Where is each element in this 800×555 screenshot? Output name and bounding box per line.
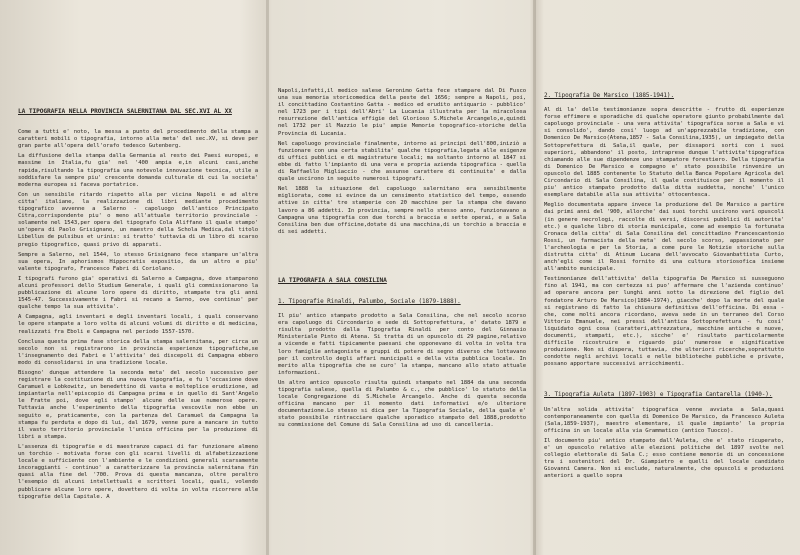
paragraph: Il piu' antico stampato prodotto a Sala Consilina, che nel secolo scorso era capoluogo di Circondario e sede di Sottoprefettura, e' datato 1879 e risulta prodotto dalla Tipografia Rinaldi per conto del Ginnasio Ministeriale Pinto di Atena. Si tratta di un opuscolo di 29 pagine,relativo a vicende e fatti tipicamente paesani che opponevano di volta in volta tra loro famiglie antagoniste e gruppi di potere di segno diverso che lottavano per il controllo degli affari municipali e della vita pubblica locale. In merito alla tipografia che se curo' la stampa, mancano allo stato attuale informazioni.	[278, 313, 526, 376]
paragraph: Nel 1888 la situazione del capoluogo salernitano era sensibilmente migliorata, come si evince da un censimento statistico del tempo, essendo attive in citta' tre stamperie con 20 macchine per la stampa che davano lavoro a 86 addetti. In provincia, sempre nello stesso anno, funzionavano a Campagna una tipografia con due torchi a braccia e sette operai, e a Sala Consilina ben due officine,dotate di una macchina,di un torchio a braccia e di sei addetti.	[278, 186, 526, 235]
subsection-heading: 1. Tipografie Rinaldi, Palumbo, Sociale (1879-1888).	[278, 297, 461, 305]
paragraph: Testimonianze dell'attivita' della tipografia De Marsico si susseguono fino al 1941, ma con certezza si puo' affermare che l'azienda continuo' ad operare ancora per lunghi anni sotto la direzione del figlio del fondatore Arturo De Marsico(1884-1974), giacche' dopo la morte del quale si registrano di fatto la chiusura definitiva dell'officina. Di essa - che, come molti ancora ricordano, aveva sede in un terraneo del Corso Vittorio Emanuele, nei pressi dell'antica Sottoprefettura - fu cosi' liquidato ogni cosa (caratteri,attrezzatura, macchine antiche e nuove, documenti, stampati, etc.), sicche' e' risultato particolarmente difficile ricostruire e riguardo piu' numerose e significative produzione. Non si dispera, tuttavia, che ulteriori ricerche,soprattutto condotte negli archivi locali e nelle biblioteche pubbliche e private, possano apportare successivi arricchimenti.	[544, 276, 784, 368]
paragraph: Al di la' delle testimonianze sopra descritte - frutto di esperienze forse effimere e sporadiche di qualche operatore giunto probabilmente dal capoluogo provinciale - una vera attivita' tipografica sorse a Sala e vi si consolido', dando cosi' luogo ad un'apprezzabile tradizione, con Domenico De Marsico(Atena,1857 - Sala Consilina,1935), un impiegato della Sottoprefettura di Sala,il quale, per dissapori sorti con i suoi superiori, abbandono' il posto, intraprese dunque l'attivita'tipografica chiamando alle sue dipendenze uno stampatore forestiero. Della tipografia di Domenico De Marsico e compagno e' stato possibile rinvenire un opuscolo del 1885 contenente lo Statuto della Banca Popolare Agricola del Circondario di Sala Consilina, il quale costituisce per il momento il piu' antico stampato prodotto dalla ditta suddetta, nonche' l'unico esemplare databile alla sua attivita' ottocentesca.	[544, 107, 784, 199]
paragraph: Con un sensibile ritardo rispetto alla per vicina Napoli e ad altre citta' italiane, la realizzazione di libri mediante procedimento tipografico avvenne a Salerno - capoluogo dell'antico Principato Citra,corrispondente piu' o meno all'attuale territorio provinciale - solamente nel 1543,per opera del tipografo Cola Aliffano il quale stampo' un'opera di Paolo Grisignano, un maestro della Schola Medica,dal titolo Libellus de pulsibus et urinis: si tratto' tuttavia di un libro di scarso pregio tipografico, quasi privo di apparati.	[18, 191, 258, 248]
paragraph: Nel capoluogo provinciale finalmente, intorno ai principi dell'800,iniziò a funzionare con una certa stabilita' qualche tipografia,legata alle esigenze di uffici pubblici e di magistrature locali; ma soltanto intorno al 1847 si ebbe di fatto l'impianto di una vera e propria azienda tipografica - quella di Raffaello Migliaccio - che assunse carattere di continuita' e dalla quale uscirono in seguito numerosi tipografi.	[278, 140, 526, 183]
page-fold-right	[533, 0, 536, 555]
section-heading: LA TIPOGRAFIA A SALA CONSILINA	[278, 276, 387, 284]
page-fold-left	[266, 0, 269, 555]
paragraph: Il documento piu' antico stampato dall'Auleta, che e' stato ricuperato, e' un opuscolo relativo alle elezioni politiche del 1897 svolte nel collegio elettorale di Sala C.; esso contiene memorie di un concessione tra i sostenitori del Dr. Giampietro e quelli del locale candidato Giovanni Camera. Non si esclude, naturalmente, che opuscoli e produzioni anteriori a quello sopra	[544, 437, 784, 480]
subsection-heading: 3. Tipografia Auleta (1897-1903) e Tipografia Cantarella (1940-).	[544, 391, 773, 399]
right-column	[544, 82, 784, 484]
paragraph: Bisogno' dunque attendere la seconda meta' del secolo successivo per registrare la costituzione di una nuova tipografia, e fu l'occasione dove Caramuel e Lobkowitz, un benedettino di vasta e molteplice erudizione, ad impiantarla nell'episcopio di Campagna prima e in quello di Sant'Angelo le Fratte poi, dove egli stampo' alcune delle sue numerose opere. Tuttavia anche l'esperimento della tipografia vescovile non ebbe un seguito e, praticamente, con la partenza del Caramuel da Campagna la stampa fu perduta e dopo di lui, dal 1679, venne pure a mancare in tutto il vasto territorio provinciale l'unica officina per la produzione di libri a stampa.	[18, 370, 258, 440]
paragraph: Come a tutti e' noto, la messa a punto del procedimento della stampa a caratteri mobili o tipografia, intorno alla meta' del sec.XV, si deve per gran parte all'opera dell'orafo tedesco Gutenberg.	[18, 129, 258, 150]
paragraph: I tipografi furono gia' operativi di Salerno a Campagna, dove stamparono alcuni professori dello Studium Generale, i quali gli commissionarono la pubblicazione di alcune loro opere di diritto, stampate tra gli anni 1545-47. Successivamente i Fabri si recano a Sarno, ove continuo' per qualche tempo la sua attivita'.	[18, 275, 258, 311]
paragraph: Napoli,infatti,il medico salese Geronimo Gatta fece stampare dal Di Fusco una sua memoria storicomedica della peste del 1656; sempre a Napoli, poi, il concittadino Costantino Gatta - medico ed erudito antiquario - pubblico' nel 1723 per i tipi dell'Abri' La Lucania illustrata per la miracolosa resurrezione dell'antica effigie del Glorioso S.Michele Arcangelo,e,quindi nel 1732 per il Mazzio le piu' ampie Memorie topografico-storiche della Provincia di Lucania.	[278, 88, 526, 137]
middle-column	[278, 88, 526, 433]
left-column	[18, 108, 258, 504]
paragraph: Meglio documentata appare invece la produzione del De Marsico a partire dai primi anni del '900, allorche' dai suoi torchi uscirono vari opuscoli (in genere necrologi, raccolte di versi, discorsi pubblici di autorita' etc.) e qualche libro di storia municipale, come ad esempio la fortunata Cronaca della citta' di Sala Consilina del concittadino Francescantonio Rossi, un farmacista della meta' del secolo scorso, appassionato per l'archeologia e per la Storia, a come pure le Notizie storiche sulla distrutta citta' di Atinum Lucana dell'avvocato Giovanbattista Curto, anch'egli come il Rossi fornito di una cultura storiosofica insieme all'ambito municipale.	[544, 202, 784, 273]
paragraph: Sempre a Salerno, nel 1544, lo stesso Grisignano fece stampare un'altra sua opera, In aphorismos Hippocratis expositio, da un altro e piu' valente tipografo, Francesco Fabri di Coriolano.	[18, 251, 258, 272]
paragraph: Un altro antico opuscolo risulta quindi stampato nel 1884 da una seconda tipografia salese, quella di Palumbo & c., che pubblico' lo statuto della locale Congregazione di S.Michele Arcangelo. Anche di questa seconda officina mancano per il momento dati informativi e/o ulteriore documentazione.Lo stesso si dica per la Tipografia Sociale, della quale e' stato possibile rintracciare qualche sporadico stampato del 1888,prodotto su commissione del Comune di Sala Consilina ad uso di cancelleria.	[278, 379, 526, 429]
paragraph: Un'altra solida attivita' tipografica venne avviata a Sala,quasi contemporaneamente con quella di Domenico De Marsico, da Francesco Auleta (Sala,1859-1937), maestro elementare, il quale impianto' la propria officina in un locale alla via Grammatico (antico Tuocco).	[544, 406, 784, 434]
paragraph: Conclusa questa prima fase storica della stampa salernitana, per circa un secolo non si registrarono in provincia esperienze tipografiche,se l'insegnamento dei Fabri e l'attivita' dei discepoli di Campagna ebbero modo di consolidarsi in una tradizione locale.	[18, 338, 258, 366]
paragraph: L'assenza di tipografie e di maestranze capaci di far funzionare almeno un torchio - motivata forse con gli scarsi livelli di alfabetizzazione locale e sufficiente con l'ambiente e le condizioni generali scarsamente incoraggianti - continuo' a caratterizzare la provincia salernitana fin quasi alla fine del '700. Prova di questa mancanza, oltre peraltro l'esempio di alcuni intellettuali e scrittori locali, quali, volendo pubblicare alcune loro opere, dovettero di volta in volta ricorrere alle tipografie della Capitale. A	[18, 443, 258, 500]
paragraph: A Campagna, agli inventari e degli inventari locali, i quali conservano le opere stampate a loro volta di alcuni volumi di diritto e di medicina, realizzati fra Eboli e Campagna nel periodo 1557-1570.	[18, 314, 258, 335]
paragraph: La diffusione della stampa dalla Germania al resto dei Paesi europei, e massime in Italia,fu gia' nel '400 ampia e,in alcuni casi,anche rapida,risultando la tipografia una notevole innovazione tecnica, utile a soddisfare la sempre piu' crescente domanda culturale di cui la societa' moderna europea si faceva portatrice.	[18, 153, 258, 188]
subsection-heading: 2. Tipografia De Marsico (1885-1941).	[544, 92, 674, 99]
document-title: LA TIPOGRAFIA NELLA PROVINCIA SALERNITANA DAL SEC.XVI AL XX	[18, 108, 232, 115]
